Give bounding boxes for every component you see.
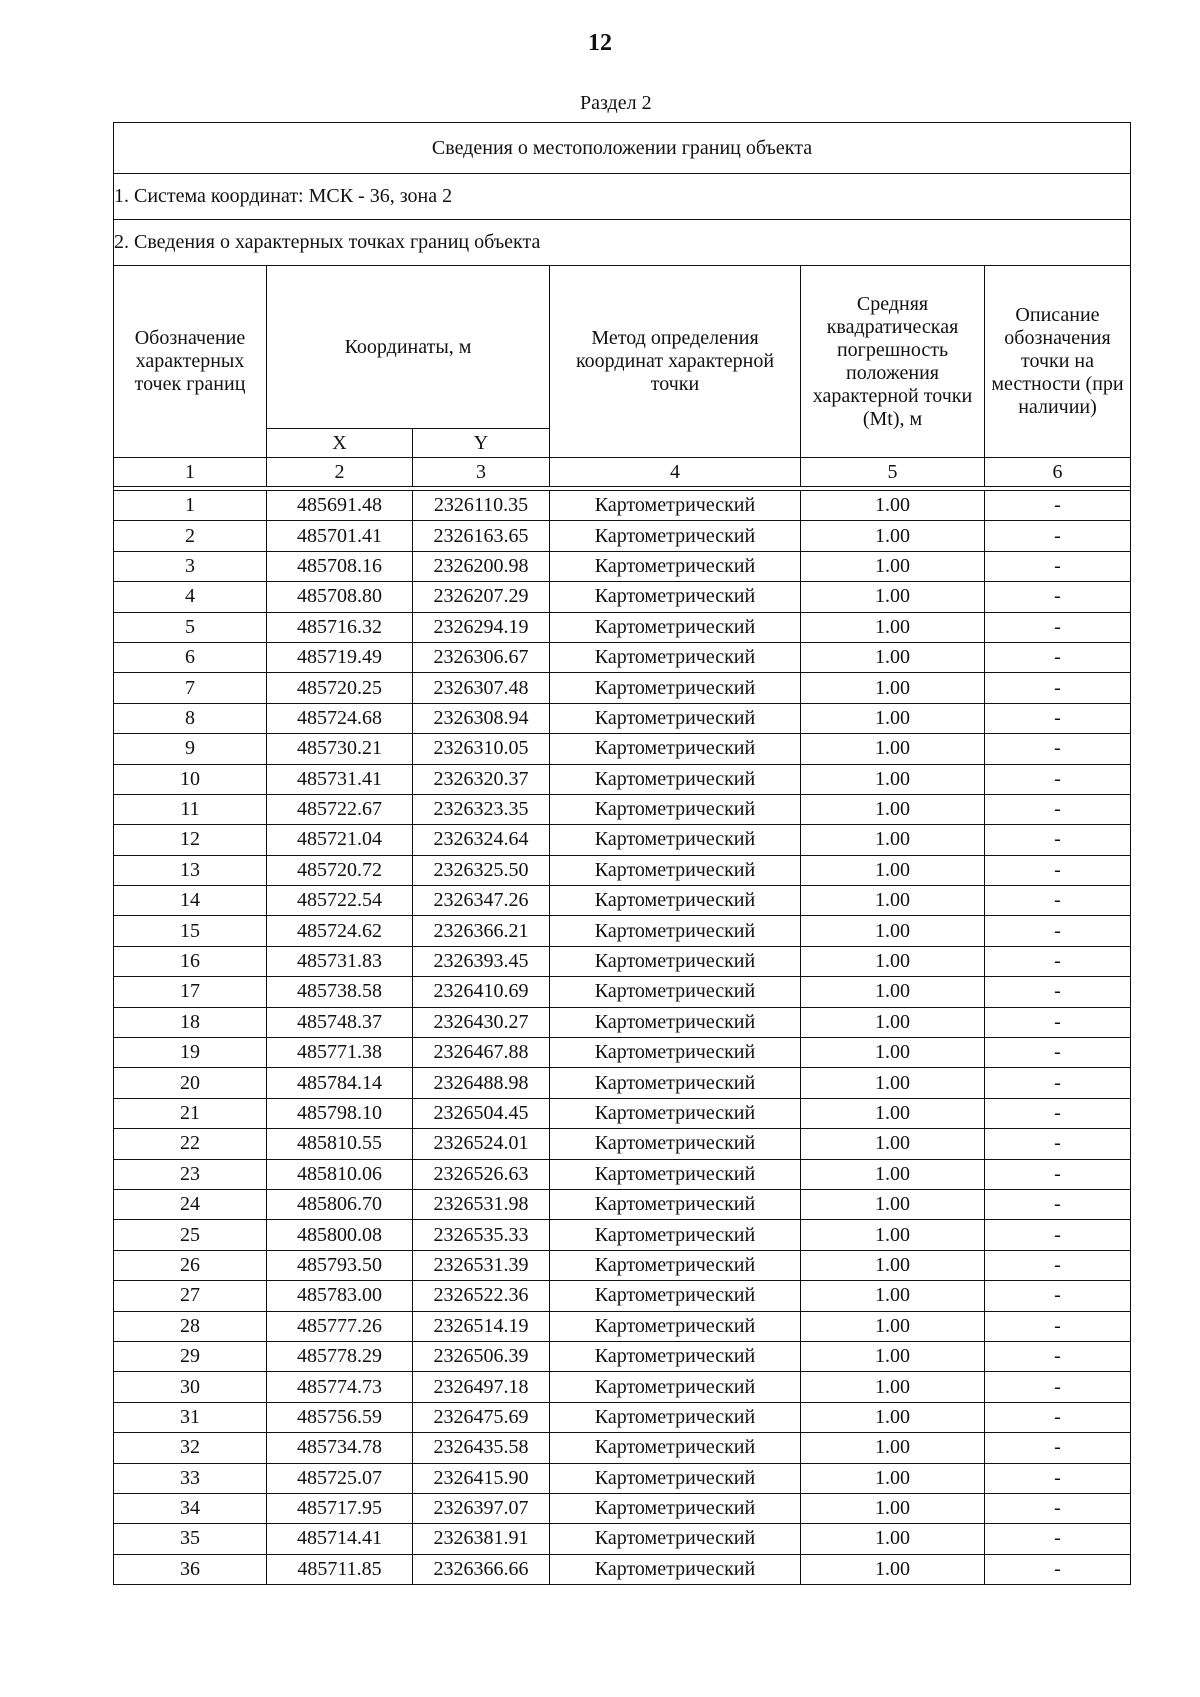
table-row	[114, 946, 1131, 976]
cell-description: -	[985, 521, 1131, 551]
cell-coord-x: 485778.29	[267, 1341, 413, 1371]
cell-coord-x: 485731.41	[267, 764, 413, 794]
cell-mean-error: 1.00	[801, 1281, 985, 1311]
cell-coord-x: 485793.50	[267, 1250, 413, 1280]
table-row	[114, 491, 1131, 521]
cell-coord-y: 2326163.65	[413, 521, 550, 551]
cell-method: Картометрический	[550, 1524, 801, 1554]
cell-coord-x: 485748.37	[267, 1007, 413, 1037]
cell-method: Картометрический	[550, 521, 801, 551]
cell-mean-error: 1.00	[801, 1007, 985, 1037]
cell-method: Картометрический	[550, 764, 801, 794]
cell-point-number: 20	[114, 1068, 267, 1098]
cell-description: -	[985, 1038, 1131, 1068]
cell-coord-y: 2326323.35	[413, 794, 550, 824]
table-row	[114, 1038, 1131, 1068]
cell-mean-error: 1.00	[801, 1493, 985, 1523]
cell-coord-y: 2326524.01	[413, 1129, 550, 1159]
cell-mean-error: 1.00	[801, 1068, 985, 1098]
cell-coord-x: 485738.58	[267, 977, 413, 1007]
header-coordinates: Координаты, м	[267, 266, 550, 429]
cell-point-number: 13	[114, 855, 267, 885]
cell-description: -	[985, 1524, 1131, 1554]
cell-point-number: 29	[114, 1341, 267, 1371]
cell-coord-x: 485722.54	[267, 886, 413, 916]
cell-coord-y: 2326294.19	[413, 612, 550, 642]
cell-description: -	[985, 491, 1131, 521]
cell-coord-y: 2326397.07	[413, 1493, 550, 1523]
cell-point-number: 16	[114, 946, 267, 976]
cell-method: Картометрический	[550, 1220, 801, 1250]
cell-coord-x: 485734.78	[267, 1433, 413, 1463]
cell-mean-error: 1.00	[801, 1554, 985, 1584]
cell-point-number: 19	[114, 1038, 267, 1068]
cell-description: -	[985, 582, 1131, 612]
cell-coord-x: 485722.67	[267, 794, 413, 824]
table-row	[114, 521, 1131, 551]
cell-mean-error: 1.00	[801, 521, 985, 551]
table-row	[114, 1402, 1131, 1432]
cell-mean-error: 1.00	[801, 1372, 985, 1402]
cell-method: Картометрический	[550, 1341, 801, 1371]
column-numbers-row	[114, 458, 1131, 487]
cell-point-number: 5	[114, 612, 267, 642]
cell-mean-error: 1.00	[801, 673, 985, 703]
cell-description: -	[985, 1189, 1131, 1219]
column-number: 2	[267, 458, 413, 487]
cell-coord-x: 485714.41	[267, 1524, 413, 1554]
cell-point-number: 2	[114, 521, 267, 551]
cell-coord-y: 2326506.39	[413, 1341, 550, 1371]
table-row	[114, 551, 1131, 581]
cell-point-number: 22	[114, 1129, 267, 1159]
column-number: 4	[550, 458, 801, 487]
cell-coord-x: 485806.70	[267, 1189, 413, 1219]
cell-point-number: 34	[114, 1493, 267, 1523]
cell-method: Картометрический	[550, 1038, 801, 1068]
column-number: 3	[413, 458, 550, 487]
cell-coord-y: 2326393.45	[413, 946, 550, 976]
cell-coord-x: 485731.83	[267, 946, 413, 976]
cell-method: Картометрический	[550, 642, 801, 672]
cell-method: Картометрический	[550, 491, 801, 521]
cell-point-number: 35	[114, 1524, 267, 1554]
cell-mean-error: 1.00	[801, 1159, 985, 1189]
header-method: Метод определения координат характерной точки	[550, 266, 801, 458]
cell-coord-x: 485756.59	[267, 1402, 413, 1432]
cell-coord-y: 2326366.21	[413, 916, 550, 946]
table-row	[114, 1189, 1131, 1219]
cell-coord-x: 485774.73	[267, 1372, 413, 1402]
cell-coord-y: 2326325.50	[413, 855, 550, 885]
cell-coord-y: 2326467.88	[413, 1038, 550, 1068]
cell-coord-x: 485716.32	[267, 612, 413, 642]
cell-point-number: 4	[114, 582, 267, 612]
table-row	[114, 1554, 1131, 1584]
table-row	[114, 1159, 1131, 1189]
cell-coord-x: 485719.49	[267, 642, 413, 672]
cell-method: Картометрический	[550, 1311, 801, 1341]
cell-mean-error: 1.00	[801, 977, 985, 1007]
cell-description: -	[985, 1372, 1131, 1402]
table-row	[114, 1493, 1131, 1523]
cell-coord-x: 485725.07	[267, 1463, 413, 1493]
cell-point-number: 15	[114, 916, 267, 946]
cell-mean-error: 1.00	[801, 582, 985, 612]
table-row	[114, 1281, 1131, 1311]
cell-description: -	[985, 1281, 1131, 1311]
header-designation: Обозначение характерных точек границ	[114, 266, 267, 458]
cell-mean-error: 1.00	[801, 1189, 985, 1219]
cell-coord-x: 485777.26	[267, 1311, 413, 1341]
cell-method: Картометрический	[550, 886, 801, 916]
table-row	[114, 1341, 1131, 1371]
cell-method: Картометрический	[550, 612, 801, 642]
cell-point-number: 3	[114, 551, 267, 581]
cell-coord-x: 485701.41	[267, 521, 413, 551]
cell-mean-error: 1.00	[801, 1220, 985, 1250]
cell-coord-y: 2326207.29	[413, 582, 550, 612]
table-row	[114, 977, 1131, 1007]
cell-mean-error: 1.00	[801, 491, 985, 521]
cell-point-number: 26	[114, 1250, 267, 1280]
cell-point-number: 7	[114, 673, 267, 703]
section-label: Раздел 2	[580, 92, 652, 114]
cell-description: -	[985, 1463, 1131, 1493]
cell-coord-y: 2326308.94	[413, 703, 550, 733]
cell-mean-error: 1.00	[801, 1038, 985, 1068]
table-row	[114, 703, 1131, 733]
cell-point-number: 28	[114, 1311, 267, 1341]
cell-mean-error: 1.00	[801, 642, 985, 672]
cell-coord-x: 485721.04	[267, 825, 413, 855]
cell-point-number: 14	[114, 886, 267, 916]
cell-point-number: 11	[114, 794, 267, 824]
header-y: Y	[413, 429, 550, 458]
cell-mean-error: 1.00	[801, 886, 985, 916]
cell-method: Картометрический	[550, 1189, 801, 1219]
cell-mean-error: 1.00	[801, 1129, 985, 1159]
cell-method: Картометрический	[550, 1159, 801, 1189]
cell-coord-x: 485691.48	[267, 491, 413, 521]
cell-description: -	[985, 946, 1131, 976]
cell-mean-error: 1.00	[801, 1250, 985, 1280]
cell-coord-y: 2326475.69	[413, 1402, 550, 1432]
cell-method: Картометрический	[550, 551, 801, 581]
cell-description: -	[985, 612, 1131, 642]
cell-mean-error: 1.00	[801, 612, 985, 642]
table-row	[114, 612, 1131, 642]
cell-coord-x: 485711.85	[267, 1554, 413, 1584]
cell-coord-y: 2326531.98	[413, 1189, 550, 1219]
cell-description: -	[985, 1554, 1131, 1584]
cell-description: -	[985, 1311, 1131, 1341]
cell-coord-y: 2326347.26	[413, 886, 550, 916]
cell-mean-error: 1.00	[801, 734, 985, 764]
cell-coord-y: 2326366.66	[413, 1554, 550, 1584]
table-title: Сведения о местоположении границ объекта	[114, 123, 1131, 174]
cell-description: -	[985, 1068, 1131, 1098]
cell-coord-x: 485800.08	[267, 1220, 413, 1250]
table-row	[114, 1007, 1131, 1037]
table-row	[114, 642, 1131, 672]
cell-coord-y: 2326310.05	[413, 734, 550, 764]
boundary-points-table	[113, 122, 1131, 1585]
cell-coord-x: 485783.00	[267, 1281, 413, 1311]
cell-mean-error: 1.00	[801, 1098, 985, 1128]
table-row	[114, 1098, 1131, 1128]
cell-point-number: 10	[114, 764, 267, 794]
cell-point-number: 33	[114, 1463, 267, 1493]
cell-mean-error: 1.00	[801, 1524, 985, 1554]
cell-point-number: 12	[114, 825, 267, 855]
coord-system: 1. Система координат: МСК - 36, зона 2	[114, 174, 1131, 220]
cell-description: -	[985, 1159, 1131, 1189]
cell-description: -	[985, 1129, 1131, 1159]
cell-point-number: 27	[114, 1281, 267, 1311]
cell-description: -	[985, 825, 1131, 855]
cell-description: -	[985, 916, 1131, 946]
cell-coord-x: 485771.38	[267, 1038, 413, 1068]
cell-coord-y: 2326430.27	[413, 1007, 550, 1037]
cell-coord-y: 2326200.98	[413, 551, 550, 581]
cell-method: Картометрический	[550, 794, 801, 824]
cell-coord-y: 2326531.39	[413, 1250, 550, 1280]
table-row	[114, 1068, 1131, 1098]
header-error: Средняя квадратическая погрешность положения характерной точки (Mt), м	[801, 266, 985, 458]
cell-mean-error: 1.00	[801, 1311, 985, 1341]
cell-description: -	[985, 1250, 1131, 1280]
cell-mean-error: 1.00	[801, 916, 985, 946]
cell-description: -	[985, 1098, 1131, 1128]
cell-point-number: 32	[114, 1433, 267, 1463]
cell-description: -	[985, 855, 1131, 885]
cell-point-number: 18	[114, 1007, 267, 1037]
cell-description: -	[985, 551, 1131, 581]
cell-coord-y: 2326381.91	[413, 1524, 550, 1554]
table-row	[114, 1129, 1131, 1159]
cell-coord-x: 485724.68	[267, 703, 413, 733]
cell-method: Картометрический	[550, 734, 801, 764]
cell-coord-y: 2326514.19	[413, 1311, 550, 1341]
cell-coord-x: 485810.55	[267, 1129, 413, 1159]
table-row	[114, 886, 1131, 916]
cell-coord-y: 2326415.90	[413, 1463, 550, 1493]
cell-coord-x: 485708.16	[267, 551, 413, 581]
cell-mean-error: 1.00	[801, 703, 985, 733]
cell-mean-error: 1.00	[801, 1433, 985, 1463]
cell-coord-y: 2326497.18	[413, 1372, 550, 1402]
table-row	[114, 1463, 1131, 1493]
cell-description: -	[985, 977, 1131, 1007]
header-description: Описание обозначения точки на местности (при наличии)	[985, 266, 1131, 458]
cell-description: -	[985, 1007, 1131, 1037]
cell-method: Картометрический	[550, 1068, 801, 1098]
cell-point-number: 6	[114, 642, 267, 672]
cell-point-number: 21	[114, 1098, 267, 1128]
cell-description: -	[985, 794, 1131, 824]
cell-method: Картометрический	[550, 977, 801, 1007]
cell-method: Картометрический	[550, 855, 801, 885]
cell-method: Картометрический	[550, 673, 801, 703]
cell-coord-y: 2326526.63	[413, 1159, 550, 1189]
table-row	[114, 1220, 1131, 1250]
cell-mean-error: 1.00	[801, 1341, 985, 1371]
cell-coord-x: 485708.80	[267, 582, 413, 612]
cell-coord-y: 2326504.45	[413, 1098, 550, 1128]
cell-method: Картометрический	[550, 1372, 801, 1402]
cell-point-number: 24	[114, 1189, 267, 1219]
cell-coord-x: 485784.14	[267, 1068, 413, 1098]
cell-method: Картометрический	[550, 916, 801, 946]
cell-description: -	[985, 1493, 1131, 1523]
table-row	[114, 1372, 1131, 1402]
table-row	[114, 582, 1131, 612]
cell-point-number: 25	[114, 1220, 267, 1250]
cell-mean-error: 1.00	[801, 1463, 985, 1493]
cell-coord-y: 2326435.58	[413, 1433, 550, 1463]
cell-description: -	[985, 1341, 1131, 1371]
column-number: 5	[801, 458, 985, 487]
cell-mean-error: 1.00	[801, 825, 985, 855]
cell-description: -	[985, 1433, 1131, 1463]
cell-coord-y: 2326410.69	[413, 977, 550, 1007]
cell-coord-x: 485810.06	[267, 1159, 413, 1189]
cell-description: -	[985, 1220, 1131, 1250]
cell-description: -	[985, 764, 1131, 794]
cell-method: Картометрический	[550, 1250, 801, 1280]
cell-coord-x: 485720.25	[267, 673, 413, 703]
cell-coord-y: 2326306.67	[413, 642, 550, 672]
table-row	[114, 1524, 1131, 1554]
cell-method: Картометрический	[550, 1098, 801, 1128]
cell-method: Картометрический	[550, 1493, 801, 1523]
column-number: 1	[114, 458, 267, 487]
cell-point-number: 9	[114, 734, 267, 764]
cell-description: -	[985, 886, 1131, 916]
cell-point-number: 31	[114, 1402, 267, 1432]
cell-coord-x: 485798.10	[267, 1098, 413, 1128]
cell-mean-error: 1.00	[801, 764, 985, 794]
cell-mean-error: 1.00	[801, 855, 985, 885]
cell-coord-y: 2326324.64	[413, 825, 550, 855]
cell-point-number: 17	[114, 977, 267, 1007]
table-row	[114, 794, 1131, 824]
cell-mean-error: 1.00	[801, 946, 985, 976]
cell-method: Картометрический	[550, 1402, 801, 1432]
cell-coord-x: 485717.95	[267, 1493, 413, 1523]
cell-coord-x: 485730.21	[267, 734, 413, 764]
cell-description: -	[985, 734, 1131, 764]
cell-mean-error: 1.00	[801, 551, 985, 581]
cell-method: Картометрический	[550, 1463, 801, 1493]
cell-description: -	[985, 673, 1131, 703]
table-row	[114, 1311, 1131, 1341]
table-row	[114, 1250, 1131, 1280]
cell-method: Картометрический	[550, 946, 801, 976]
cell-method: Картометрический	[550, 1281, 801, 1311]
cell-coord-y: 2326307.48	[413, 673, 550, 703]
cell-description: -	[985, 642, 1131, 672]
cell-method: Картометрический	[550, 582, 801, 612]
cell-description: -	[985, 703, 1131, 733]
cell-method: Картометрический	[550, 1554, 801, 1584]
cell-point-number: 36	[114, 1554, 267, 1584]
cell-point-number: 8	[114, 703, 267, 733]
page-number: 12	[588, 30, 612, 56]
cell-coord-y: 2326320.37	[413, 764, 550, 794]
cell-point-number: 23	[114, 1159, 267, 1189]
cell-coord-y: 2326488.98	[413, 1068, 550, 1098]
table-row	[114, 855, 1131, 885]
cell-coord-x: 485720.72	[267, 855, 413, 885]
table-row	[114, 825, 1131, 855]
table-row	[114, 764, 1131, 794]
cell-mean-error: 1.00	[801, 794, 985, 824]
cell-coord-y: 2326522.36	[413, 1281, 550, 1311]
points-heading: 2. Сведения о характерных точках границ объекта	[114, 220, 1131, 266]
cell-method: Картометрический	[550, 825, 801, 855]
cell-mean-error: 1.00	[801, 1402, 985, 1432]
cell-method: Картометрический	[550, 1129, 801, 1159]
cell-method: Картометрический	[550, 1007, 801, 1037]
table-row	[114, 1433, 1131, 1463]
cell-description: -	[985, 1402, 1131, 1432]
cell-coord-y: 2326535.33	[413, 1220, 550, 1250]
header-x: X	[267, 429, 413, 458]
table-row	[114, 916, 1131, 946]
table-row	[114, 734, 1131, 764]
cell-point-number: 1	[114, 491, 267, 521]
cell-coord-x: 485724.62	[267, 916, 413, 946]
cell-method: Картометрический	[550, 1433, 801, 1463]
column-number: 6	[985, 458, 1131, 487]
cell-method: Картометрический	[550, 703, 801, 733]
cell-point-number: 30	[114, 1372, 267, 1402]
cell-coord-y: 2326110.35	[413, 491, 550, 521]
table-row	[114, 673, 1131, 703]
